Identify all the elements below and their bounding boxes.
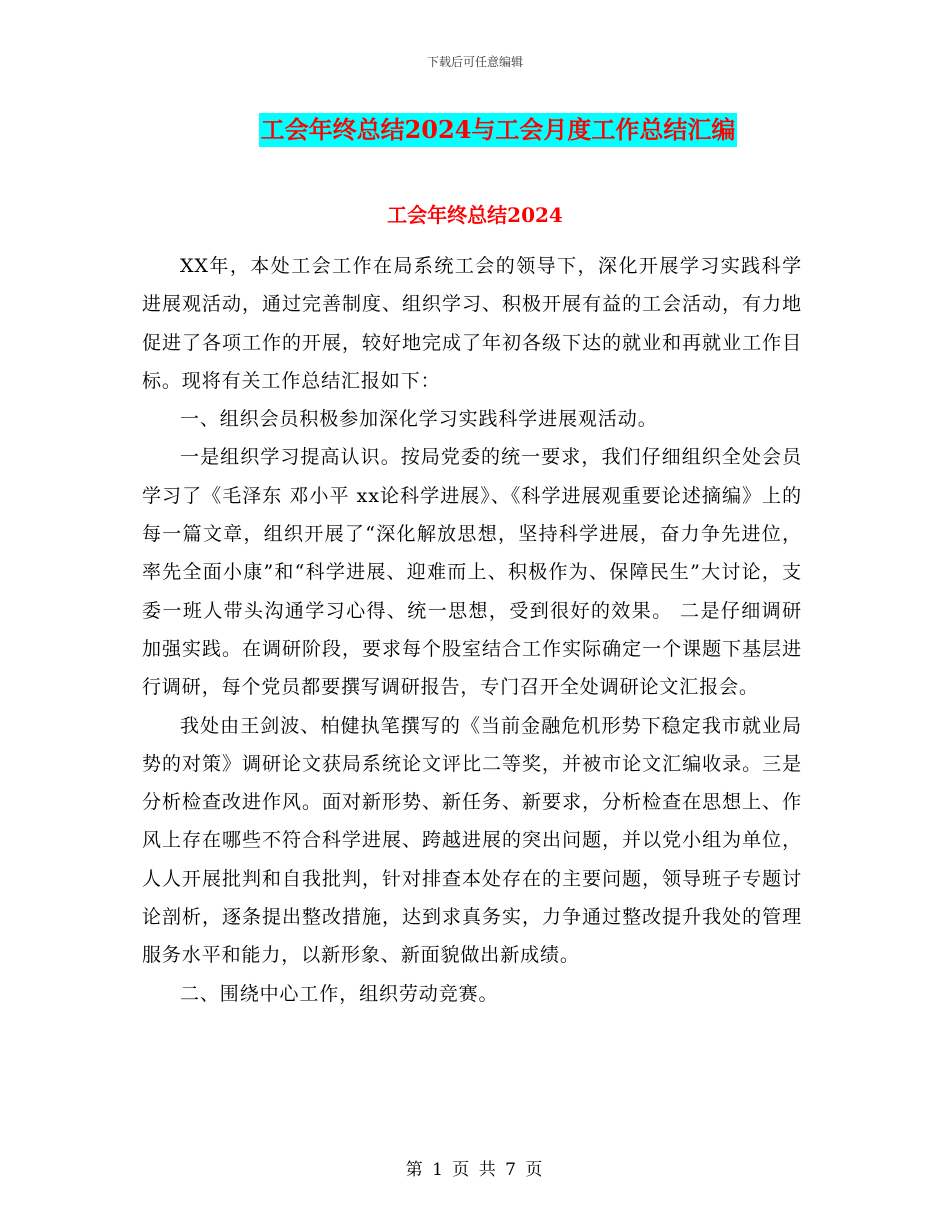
paragraph: XX年，本处工会工作在局系统工会的领导下，深化开展学习实践科学进展观活动，通过完善制度、组织学习、积极开展有益的工会活动，有力地促进了各项工作的开展，较好地完成了年初各级下达的就业和再就业工作目标。现将有关工作总结汇报如下： (142, 255, 802, 392)
paragraph: 我处由王剑波、柏健执笔撰写的《当前金融危机形势下稳定我市就业局势的对策》调研论文获局系统论文评比二等奖，并被市论文汇编收录。三是分析检查改进作风。面对新形势、新任务、新要求，分析检查在思想上、作风上存在哪些不符合科学进展、跨越进展的突出问题，并以党小组为单位，人人开展批判和自我批判，针对排查本处存在的主要问题，领导班子专题讨论剖析，逐条提出整改措施，达到求真务实，力争通过整改提升我处的管理服务水平和能力，以新形象、新面貌做出新成绩。 (142, 714, 802, 967)
paragraph: 一是组织学习提高认识。按局党委的统一要求，我们仔细组织全处会员学习了《毛泽东 邓小平 xx论科学进展》、《科学进展观重要论述摘编》上的每一篇文章，组织开展了“深化解放思想，坚持科学进展，奋力争先进位，率先全面小康”和“科学进展、迎难而上、积极作为、保障民生”大讨论，支委一班人带头沟通学习心得、统一思想，受到很好的效果。 二是仔细调研加强实践。在调研阶段，要求每个股室结合工作实际确定一个课题下基层进行调研，每个党员都要撰写调研报告，专门召开全处调研论文汇报会。 (142, 446, 802, 699)
paragraph: 一、组织会员积极参加深化学习实践科学进展观活动。 (180, 408, 658, 431)
page-footer: 第 1 页 共 7 页 (405, 1160, 545, 1180)
header-note: 下载后可任意编辑 (426, 55, 523, 69)
paragraph: 二、围绕中心工作，组织劳动竞赛。 (180, 982, 499, 1005)
main-title-container (0, 113, 950, 147)
main-title: 工会年终总结2024与工会月度工作总结汇编 (259, 113, 738, 147)
section-title: 工会年终总结2024 (387, 203, 563, 227)
body-text (142, 247, 802, 1013)
